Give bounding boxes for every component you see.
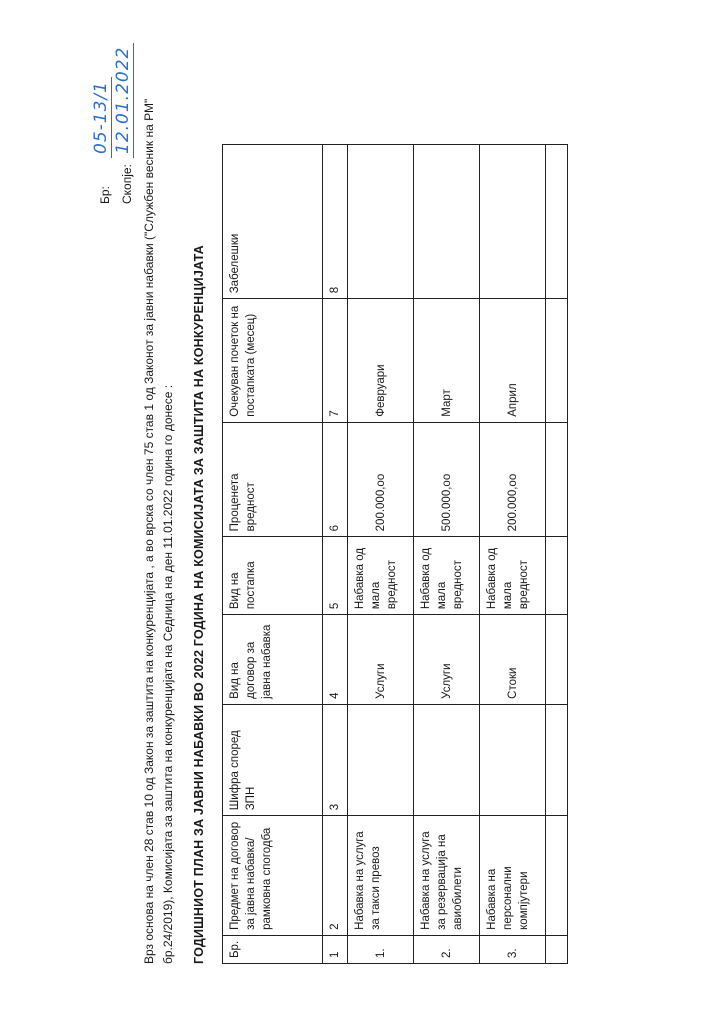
table-empty-row [546, 145, 568, 964]
empty-cell [546, 615, 568, 705]
empty-cell [546, 537, 568, 615]
table-row [414, 145, 480, 964]
registry-place-label: Скопје: [120, 164, 134, 204]
row-value: 500.000,oo [414, 422, 480, 537]
col-header-contract-type: Вид на договор за јавна набавка [223, 615, 323, 705]
table-numbering-row [323, 145, 348, 964]
table-header-row [223, 145, 323, 964]
col-header-subject: Предмет на договор за јавна набавка/рамковна спогодба [223, 816, 323, 936]
row-notes [414, 145, 480, 299]
row-start-month: Февруари [348, 299, 414, 423]
row-notes [348, 145, 414, 299]
numbering-cell: 8 [323, 145, 348, 299]
row-contract-type: Услуги [414, 615, 480, 705]
row-value: 200.000,oo [348, 422, 414, 537]
numbering-cell: 6 [323, 422, 348, 537]
col-header-code: Шифра според ЗПН [223, 704, 323, 815]
registry-number-label: Бр: [98, 186, 112, 204]
row-contract-type: Стоки [480, 615, 546, 705]
row-start-month: Април [480, 299, 546, 423]
registry-date-handwritten: 12.01.2022 [113, 43, 134, 158]
row-contract-type: Услуги [348, 615, 414, 705]
row-number: 1. [348, 935, 414, 963]
numbering-cell: 1 [323, 935, 348, 963]
empty-cell [546, 816, 568, 936]
row-subject: Набавка на услуга за такси превоз [348, 816, 414, 936]
plan-heading: ГОДИШНИОТ ПЛАН ЗА ЈАВНИ НАБАВКИ ВО 2022 ГОДИНА НА КОМИСИЈАТА ЗА ЗАШТИТА НА КОНКУРЕНЦИЈАТА [192, 245, 206, 964]
col-header-value: Проценета вредност [223, 422, 323, 537]
numbering-cell: 7 [323, 299, 348, 423]
registry-number-handwritten: 05-13/1 [91, 77, 112, 158]
row-code [414, 704, 480, 815]
row-notes [480, 145, 546, 299]
col-header-notes: Забелешки [223, 145, 323, 299]
procurement-table [222, 144, 568, 964]
empty-cell [546, 935, 568, 963]
col-header-procedure: Вид на постапка [223, 537, 323, 615]
col-header-number: Бр. [223, 935, 323, 963]
numbering-cell: 5 [323, 537, 348, 615]
table-row [480, 145, 546, 964]
numbering-cell: 4 [323, 615, 348, 705]
row-subject: Набавка на услуга за резервација на авиобилети [414, 816, 480, 936]
row-number: 3. [480, 935, 546, 963]
empty-cell [546, 299, 568, 423]
registry-block [90, 14, 134, 204]
numbering-cell: 3 [323, 704, 348, 815]
row-procedure: Набавка од мала вредност [480, 537, 546, 615]
row-code [480, 704, 546, 815]
row-number: 2. [414, 935, 480, 963]
col-header-start: Очекуван почеток на постапката (месец) [223, 299, 323, 423]
empty-cell [546, 422, 568, 537]
empty-cell [546, 145, 568, 299]
row-value: 200.000,oo [480, 422, 546, 537]
numbering-cell: 2 [323, 816, 348, 936]
intro-paragraph: Врз основа на член 28 став 10 од Закон за заштита на конкуренцијата , а во врска со член 75 став 1 од Законот за јавни набавки ("Службен весник на РМ" бр.24/2019), Комисијата за заштита на конкуренцијата на Седница на ден 11.01.2022 година го донесе : [142, 98, 175, 964]
row-subject: Набавка на персонални компјутери [480, 816, 546, 936]
table-row [348, 145, 414, 964]
row-procedure: Набавка од мала вредност [414, 537, 480, 615]
empty-cell [546, 704, 568, 815]
row-start-month: Март [414, 299, 480, 423]
row-code [348, 704, 414, 815]
row-procedure: Набавка од мала вредност [348, 537, 414, 615]
